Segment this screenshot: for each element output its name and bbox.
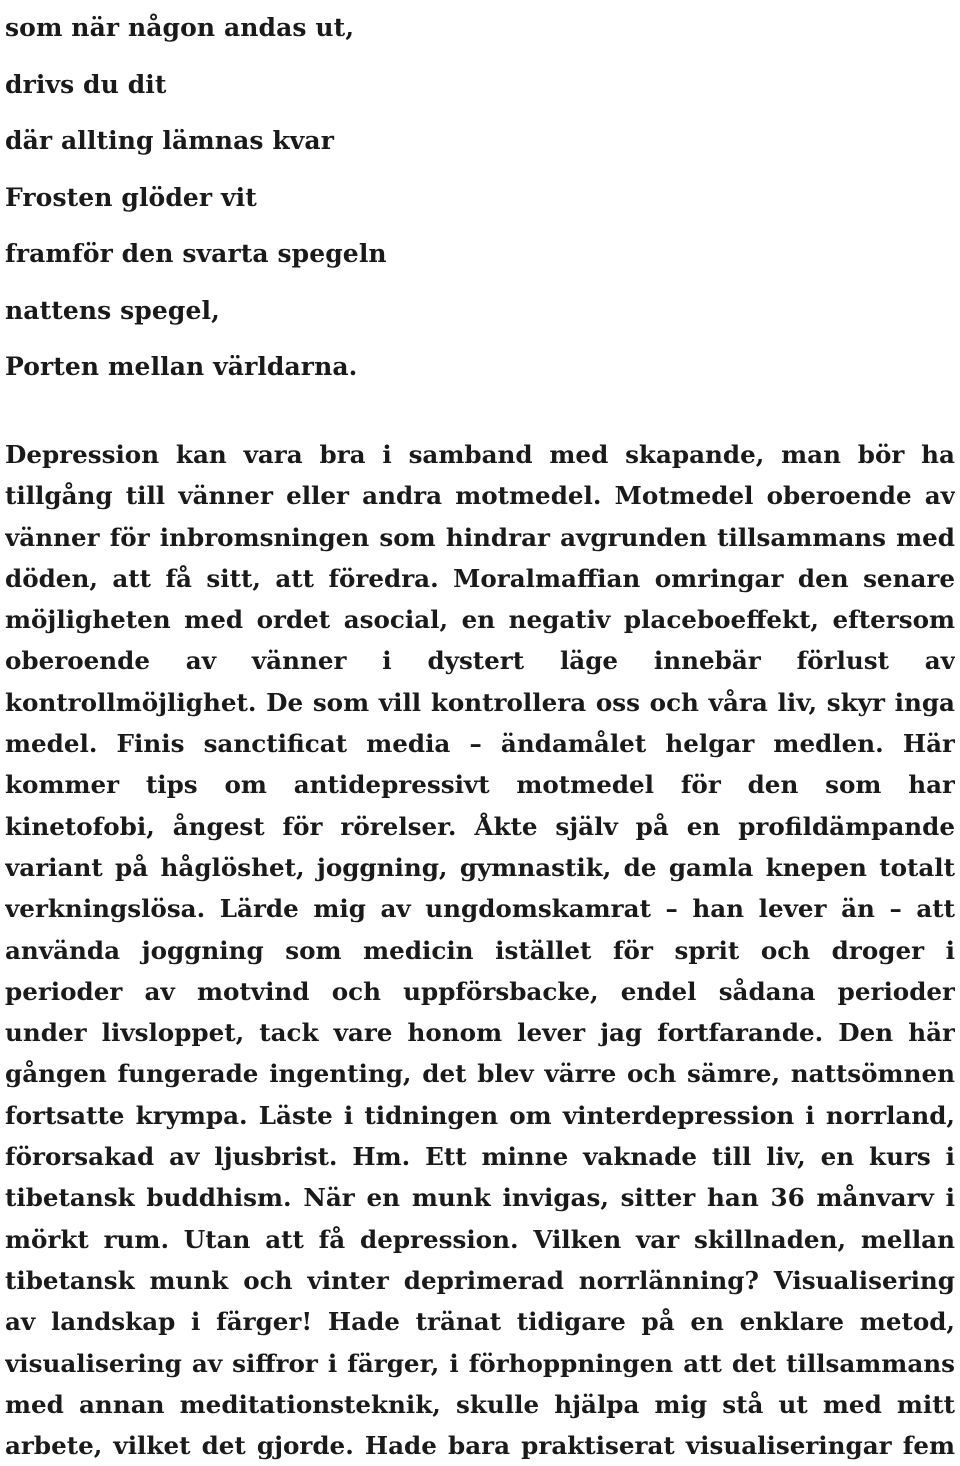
paragraph-line: arbete, vilket det gjorde. Hade bara praktiserat visualiseringar fem — [5, 1431, 955, 1461]
paragraph-line: av landskap i färger! Hade tränat tidigare på en enklare metod, — [5, 1307, 955, 1337]
body-paragraph — [5, 434, 955, 1466]
document-page — [5, 0, 955, 1461]
paragraph-line: tibetansk buddhism. När en munk invigas, sitter han 36 månvarv i — [5, 1183, 955, 1213]
poem-line: Porten mellan världarna. — [5, 352, 358, 381]
paragraph-line: verkningslösa. Lärde mig av ungdomskamrat – han lever än – att — [5, 894, 955, 924]
paragraph-line: perioder av motvind och uppförsbacke, endel sådana perioder — [5, 976, 955, 1006]
paragraph-line: tibetansk munk och vinter deprimerad norrlänning? Visualisering — [5, 1265, 955, 1295]
poem-line: framför den svarta spegeln — [5, 239, 387, 268]
paragraph-line: medel. Finis sanctificat media – ändamålet helgar medlen. Här — [5, 729, 955, 759]
poem-line: där allting lämnas kvar — [5, 126, 334, 155]
paragraph-line: använda joggning som medicin istället för sprit och droger i — [5, 935, 955, 965]
poem-line: nattens spegel, — [5, 295, 220, 325]
poem-line: drivs du dit — [5, 69, 167, 99]
paragraph-line: under livsloppet, tack vare honom lever jag fortfarande. Den här — [5, 1018, 955, 1048]
paragraph-line: kinetofobi, ångest för rörelser. Åkte själv på en profildämpande — [5, 811, 955, 841]
paragraph-line: förorsakad av ljusbrist. Hm. Ett minne vaknade till liv, en kurs i — [5, 1142, 955, 1172]
poem-line: som när någon andas ut, — [5, 13, 355, 42]
paragraph-line: oberoende av vänner i dystert läge innebär förlust av — [5, 646, 955, 676]
paragraph-line: kommer tips om antidepressivt motmedel för den som har — [5, 770, 955, 800]
paragraph-line: kontrollmöjlighet. De som vill kontrollera oss och våra liv, skyr inga — [5, 687, 955, 717]
paragraph-line: möjligheten med ordet asocial, en negativ placeboeffekt, eftersom — [5, 605, 955, 635]
paragraph-line: gången fungerade ingenting, det blev värre och sämre, nattsömnen — [5, 1059, 955, 1089]
paragraph-line: fortsatte krympa. Läste i tidningen om vinterdepression i norrland, — [5, 1100, 955, 1130]
paragraph-line: med annan meditationsteknik, skulle hjälpa mig stå ut med mitt — [5, 1389, 955, 1419]
paragraph-line: döden, att få sitt, att föredra. Moralmaffian omringar den senare — [5, 563, 955, 593]
paragraph-line: vänner för inbromsningen som hindrar avgrunden tillsammans med — [5, 522, 955, 552]
paragraph-line: variant på håglöshet, joggning, gymnastik, de gamla knepen totalt — [5, 852, 955, 882]
poem-line: Frosten glöder vit — [5, 182, 257, 212]
paragraph-line: mörkt rum. Utan att få depression. Vilken var skillnaden, mellan — [5, 1224, 955, 1254]
poem-stanza — [5, 0, 955, 396]
paragraph-line: tillgång till vänner eller andra motmedel. Motmedel oberoende av — [5, 481, 955, 511]
paragraph-line: Depression kan vara bra i samband med skapande, man bör ha — [5, 440, 955, 469]
paragraph-line: visualisering av siffror i färger, i förhoppningen att det tillsammans — [5, 1348, 955, 1378]
